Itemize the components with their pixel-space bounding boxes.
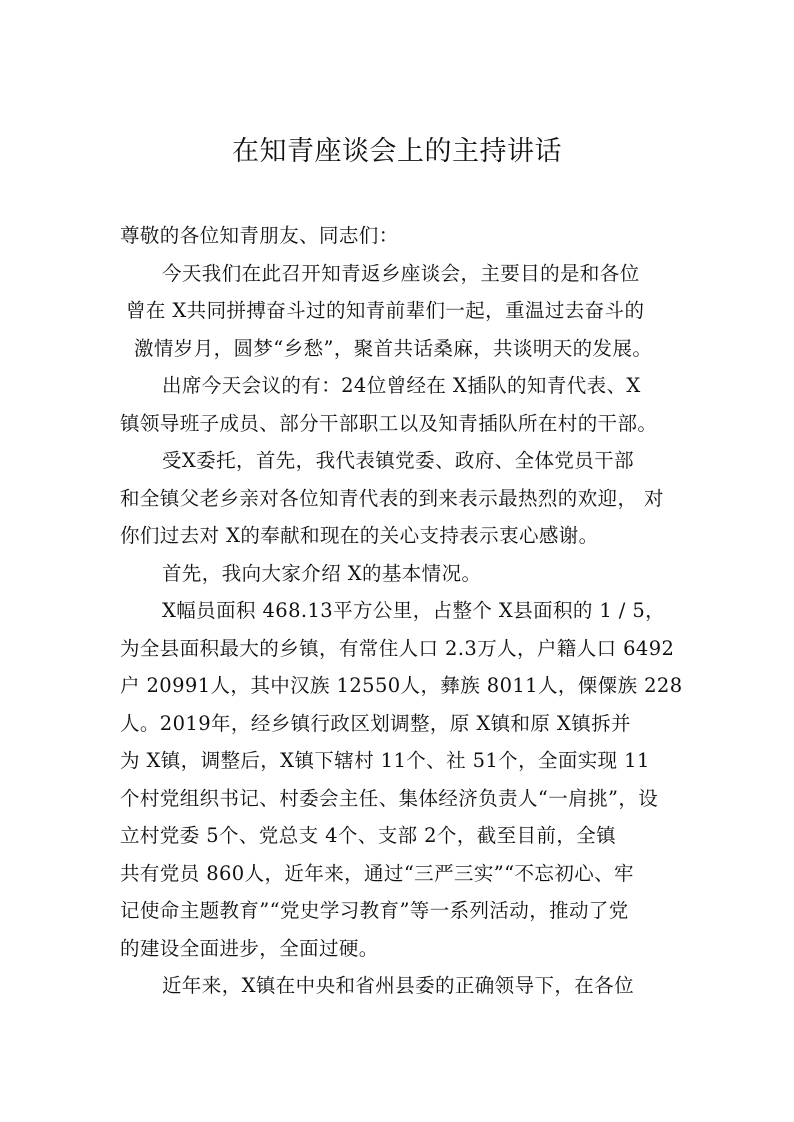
paragraph-line: 立村党委 5个、党总支 4个、支部 2个，截至目前，全镇 [120,824,617,847]
paragraph-line: 为全县面积最大的乡镇，有常住人口 2.3万人，户籍人口 6492 [120,636,675,660]
paragraph-line: 曾在 X共同拼搏奋斗过的知青前辈们一起，重温过去奋斗的 [126,299,645,322]
paragraph-line: 记使命主题教育”“党史学习教育”等一系列活动，推动了党 [120,899,629,922]
paragraph-line: 出席今天会议的有：24位曾经在 X插队的知青代表、X [162,374,641,397]
paragraph-line: 的建设全面进步，全面过硬。 [120,936,379,960]
paragraph-line: 共有党员 860人，近年来，通过“三严三实”“不忘初心、牢 [120,861,634,885]
salutation-line: 尊敬的各位知青朋友、同志们： [120,224,399,247]
paragraph-line: 首先，我向大家介绍 X的基本情况。 [162,561,482,585]
document-title: 在知青座谈会上的主持讲话 [232,136,562,167]
paragraph-line: X幅员面积 468.13平方公里，占整个 X县面积的 1 / 5， [162,599,666,622]
paragraph-line: 激情岁月，圆梦“乡愁”，聚首共话桑麻，共谈明天的发展。 [134,336,653,360]
paragraph-line: 近年来，X镇在中央和省州县委的正确领导下，在各位 [162,974,634,997]
paragraph-line: 你们过去对 X的奉献和现在的关心支持表示衷心感谢。 [120,524,599,547]
paragraph-line: 户 20991人，其中汉族 12550人，彝族 8011人，傈僳族 228 [120,674,683,697]
paragraph-line: 个村党组织书记、村委会主任、集体经济负责人“一肩挑”，设 [120,786,659,810]
document-body [120,217,683,1005]
paragraph-line: 和全镇父老乡亲对各位知青代表的到来表示最热烈的欢迎， 对 [120,486,664,510]
paragraph-line: 今天我们在此召开知青返乡座谈会，主要目的是和各位 [162,261,640,285]
paragraph-line: 为 X镇，调整后，X镇下辖村 11个、社 51个，全面实现 11 [120,749,650,772]
paragraph-line: 人。2019年，经乡镇行政区划调整，原 X镇和原 X镇拆并 [120,711,631,735]
paragraph-line: 镇领导班子成员、部分干部职工以及知青插队所在村的干部。 [120,411,658,435]
paragraph-line: 受X委托，首先，我代表镇党委、政府、全体党员干部 [162,449,634,472]
